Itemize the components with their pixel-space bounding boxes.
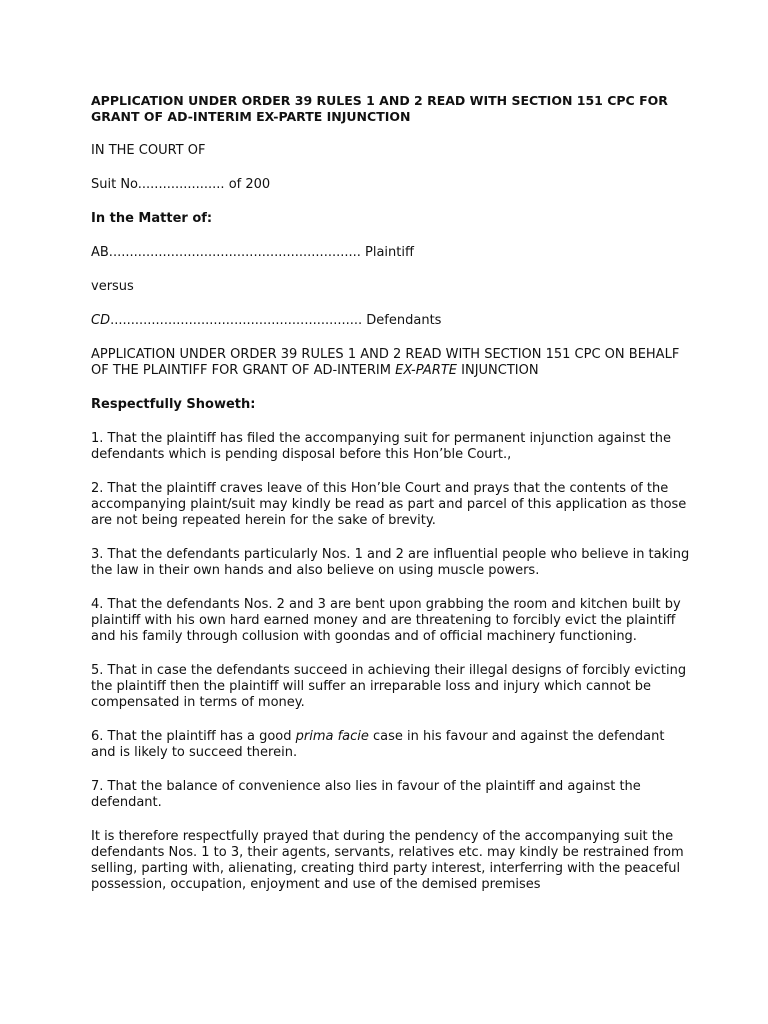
paragraph-3: 3. That the defendants particularly Nos. 1 and 2 are influential people who believe in taking the law in their own hands and also believe on using muscle powers. xyxy=(91,547,690,578)
paragraph-2: 2. That the plaintiff craves leave of this Hon’ble Court and prays that the contents of the accompanying plaint/suit may kindly be read as part and parcel of this application as those are not being repeated herein for the sake of brevity. xyxy=(91,481,687,528)
plaintiff-line: AB............................................................. Plaintiff xyxy=(91,245,414,260)
defendant-line xyxy=(91,313,691,329)
suit-number: Suit No..................... of 200 xyxy=(91,177,271,192)
subtitle-emphasis: EX-PARTE xyxy=(395,363,458,378)
defendant-rest: ............................................................. Defendants xyxy=(110,313,442,328)
paragraph-1: 1. That the plaintiff has filed the accompanying suit for permanent injunction against the defendants which is pending disposal before this Hon’ble Court., xyxy=(91,431,671,462)
subtitle-text: APPLICATION UNDER ORDER 39 RULES 1 AND 2 READ WITH SECTION 151 CPC ON BEHALF OF THE PLAINTIFF FOR GRANT OF AD-INTERIM xyxy=(91,347,680,378)
versus-line: versus xyxy=(91,279,134,294)
showeth-heading: Respectfully Showeth: xyxy=(91,397,256,412)
prayer-paragraph: It is therefore respectfully prayed that during the pendency of the accompanying suit the defendants Nos. 1 to 3, their agents, servants, relatives etc. may kindly be restrained from selling, parting with, alienating, creating third party interest, interferring with the peaceful possession, occupation, enjoyment and use of the demised premises xyxy=(91,829,684,892)
paragraph-6-tail: case in his favour and against the defendant and is likely to succeed therein. xyxy=(91,729,665,760)
subtitle-tail: INJUNCTION xyxy=(457,363,539,378)
document-page xyxy=(91,93,691,911)
paragraph-6-text: 6. That the plaintiff has a good xyxy=(91,729,296,744)
paragraph-6 xyxy=(91,729,691,761)
paragraph-5: 5. That in case the defendants succeed in achieving their illegal designs of forcibly evicting the plaintiff then the plaintiff will suffer an irreparable loss and injury which cannot be compensated in terms of money. xyxy=(91,663,687,710)
matter-heading: In the Matter of: xyxy=(91,211,213,226)
paragraph-7: 7. That the balance of convenience also lies in favour of the plaintiff and against the defendant. xyxy=(91,779,641,810)
defendant-name: CD xyxy=(91,313,111,328)
application-subtitle xyxy=(91,347,691,379)
paragraph-4: 4. That the defendants Nos. 2 and 3 are bent upon grabbing the room and kitchen built by plaintiff with his own hard earned money and are threatening to forcibly evict the plaintiff and his family through collusion with goondas and of official machinery functioning. xyxy=(91,597,681,644)
paragraph-6-emphasis: prima facie xyxy=(295,729,369,744)
document-title: APPLICATION UNDER ORDER 39 RULES 1 AND 2 READ WITH SECTION 151 CPC FOR GRANT OF AD-INTERIM EX-PARTE INJUNCTION xyxy=(91,93,668,124)
court-line: IN THE COURT OF xyxy=(91,143,206,158)
